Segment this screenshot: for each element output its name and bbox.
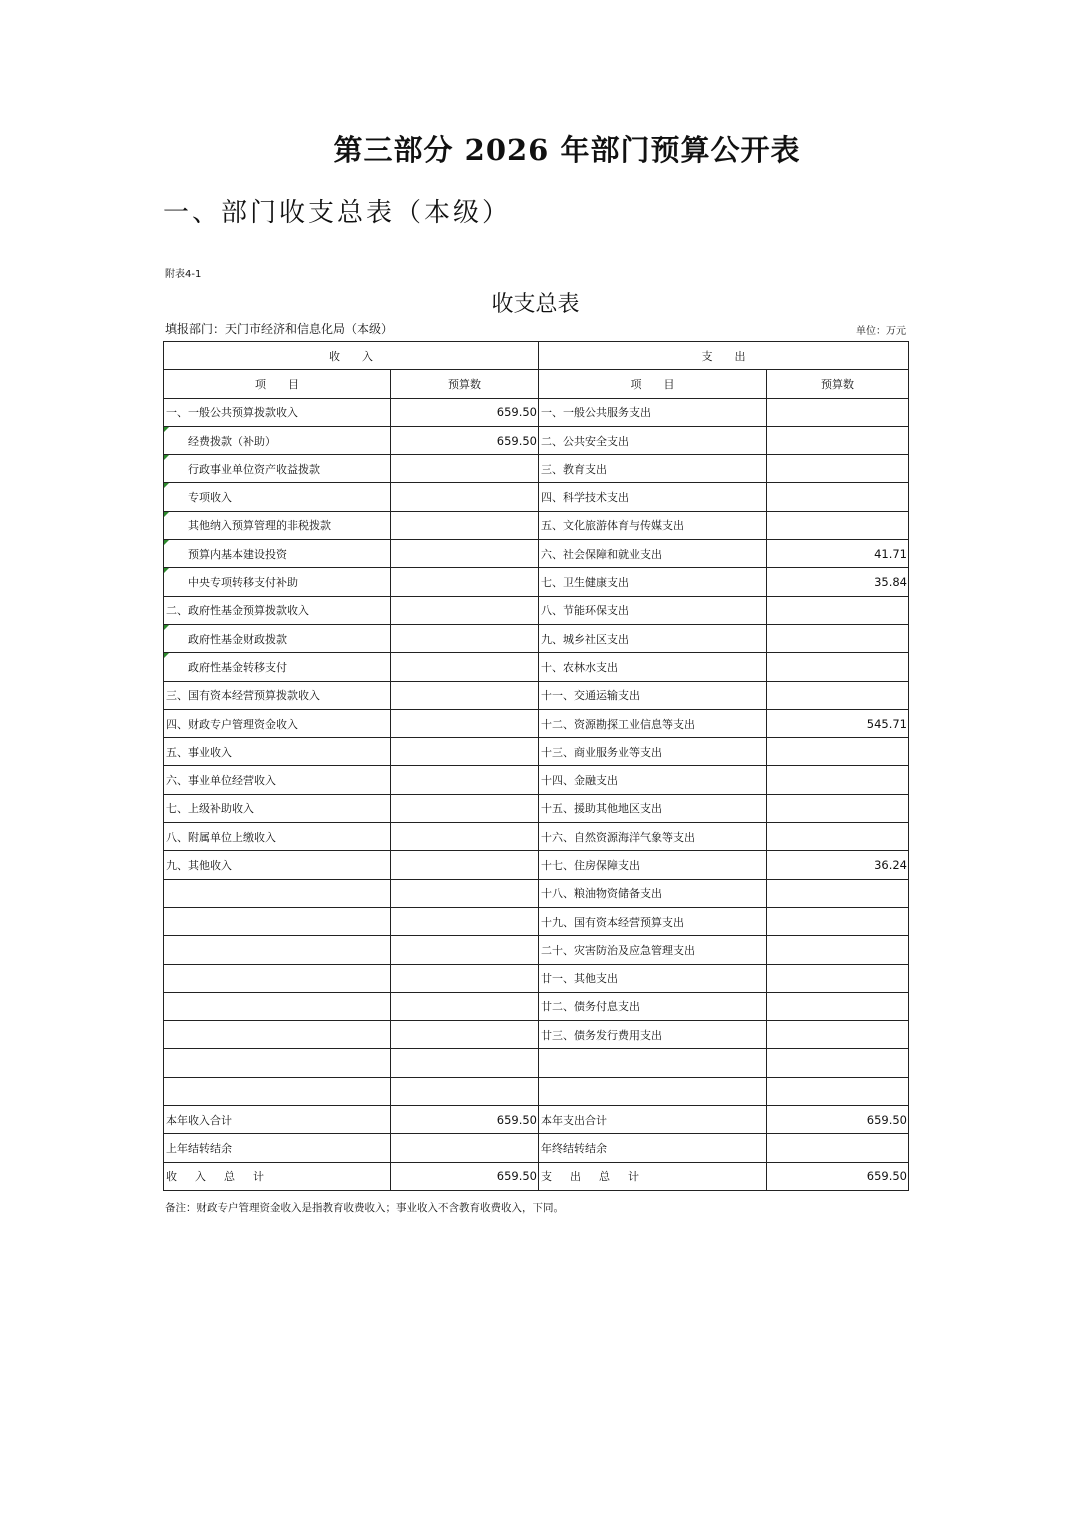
income-value: [391, 1021, 539, 1049]
income-value: [391, 936, 539, 964]
expense-item: 十八、粮油物资储备支出: [539, 879, 767, 907]
table-row: [164, 681, 909, 709]
expense-item: 十五、援助其他地区支出: [539, 794, 767, 822]
table-row: [164, 992, 909, 1020]
part-title: 第三部分 2026 年部门预算公开表: [333, 133, 801, 167]
expense-item: 九、城乡社区支出: [539, 624, 767, 652]
expense-item: 十一、交通运输支出: [539, 681, 767, 709]
expense-item: 五、文化旅游体育与传媒支出: [539, 511, 767, 539]
income-item: 五、事业收入: [164, 738, 391, 766]
income-item: 其他纳入预算管理的非税拨款: [164, 511, 391, 539]
expense-item: 二、公共安全支出: [539, 426, 767, 454]
expense-value: [767, 738, 909, 766]
income-value: [391, 794, 539, 822]
expense-value: 36.24: [767, 851, 909, 879]
income-item: [164, 907, 391, 935]
table-row: [164, 879, 909, 907]
table-row: [164, 738, 909, 766]
income-value: [391, 511, 539, 539]
table-row: [164, 936, 909, 964]
expense-value: [767, 596, 909, 624]
expense-item: 廿一、其他支出: [539, 964, 767, 992]
budget-table: [163, 341, 909, 1191]
expense-item: 十四、金融支出: [539, 766, 767, 794]
income-item: [164, 936, 391, 964]
expense-value: 545.71: [767, 709, 909, 737]
table-row: [164, 823, 909, 851]
total-row: [164, 1162, 909, 1190]
income-value: [391, 540, 539, 568]
section-title: 一、部门收支总表（本级）: [163, 198, 512, 228]
income-budget-header: 预算数: [391, 370, 539, 398]
total-income-label: 本年收入合计: [164, 1106, 391, 1134]
expense-value: [767, 907, 909, 935]
expense-item: 十三、商业服务业等支出: [539, 738, 767, 766]
income-value: [391, 709, 539, 737]
total-expense-label: 本年支出合计: [539, 1106, 767, 1134]
total-income-value: 659.50: [391, 1106, 539, 1134]
table-row: [164, 794, 909, 822]
income-value: 659.50: [391, 398, 539, 426]
table-row: [164, 964, 909, 992]
expense-item: 八、节能环保支出: [539, 596, 767, 624]
total-expense-value: [767, 1134, 909, 1162]
expense-value: [767, 1021, 909, 1049]
income-item: [164, 964, 391, 992]
expense-item: 一、一般公共服务支出: [539, 398, 767, 426]
expense-value: [767, 511, 909, 539]
expense-item: [539, 1077, 767, 1105]
income-header: 收 入: [164, 342, 539, 370]
income-item: 三、国有资本经营预算拨款收入: [164, 681, 391, 709]
income-value: [391, 455, 539, 483]
income-item: 二、政府性基金预算拨款收入: [164, 596, 391, 624]
income-value: [391, 851, 539, 879]
expense-item: 六、社会保障和就业支出: [539, 540, 767, 568]
income-item: 经费拨款（补助）: [164, 426, 391, 454]
income-value: [391, 907, 539, 935]
income-item: [164, 879, 391, 907]
income-item: 一、一般公共预算拨款收入: [164, 398, 391, 426]
expense-value: 41.71: [767, 540, 909, 568]
income-item: 行政事业单位资产收益拨款: [164, 455, 391, 483]
table-row: [164, 851, 909, 879]
income-item: [164, 992, 391, 1020]
income-value: 659.50: [391, 426, 539, 454]
total-income-label: 收入总计: [164, 1162, 391, 1190]
expense-value: [767, 1077, 909, 1105]
expense-value: [767, 681, 909, 709]
income-value: [391, 596, 539, 624]
income-value: [391, 879, 539, 907]
expense-value: [767, 483, 909, 511]
expense-item: 廿三、债务发行费用支出: [539, 1021, 767, 1049]
expense-value: [767, 653, 909, 681]
expense-value: [767, 766, 909, 794]
table-row: [164, 568, 909, 596]
expense-header: 支 出: [539, 342, 909, 370]
expense-value: [767, 936, 909, 964]
expense-value: [767, 879, 909, 907]
income-value: [391, 1049, 539, 1077]
expense-item: [539, 1049, 767, 1077]
income-item: 政府性基金财政拨款: [164, 624, 391, 652]
total-income-value: 659.50: [391, 1162, 539, 1190]
total-expense-label: 支出总计: [539, 1162, 767, 1190]
income-item: [164, 1049, 391, 1077]
income-item: 七、上级补助收入: [164, 794, 391, 822]
attachment-label: 附表4-1: [165, 269, 202, 280]
expense-value: [767, 1049, 909, 1077]
expense-item: 十六、自然资源海洋气象等支出: [539, 823, 767, 851]
expense-item-header: 项 目: [539, 370, 767, 398]
expense-value: [767, 398, 909, 426]
table-row: [164, 511, 909, 539]
expense-item: 十、农林水支出: [539, 653, 767, 681]
table-row: [164, 653, 909, 681]
table-row: [164, 426, 909, 454]
total-income-value: [391, 1134, 539, 1162]
total-row: [164, 1134, 909, 1162]
table-row: [164, 766, 909, 794]
header-row-sub: [164, 370, 909, 398]
income-item: 八、附属单位上缴收入: [164, 823, 391, 851]
income-item-header: 项 目: [164, 370, 391, 398]
income-value: [391, 964, 539, 992]
reporting-department: 填报部门：天门市经济和信息化局（本级）: [165, 322, 394, 336]
table-row: [164, 596, 909, 624]
expense-value: [767, 823, 909, 851]
income-item: [164, 1077, 391, 1105]
unit-label: 单位：万元: [856, 326, 906, 337]
income-value: [391, 823, 539, 851]
income-value: [391, 653, 539, 681]
table-title: 收支总表: [491, 292, 580, 317]
income-item: 六、事业单位经营收入: [164, 766, 391, 794]
table-row: [164, 1021, 909, 1049]
expense-item: 三、教育支出: [539, 455, 767, 483]
table-row: [164, 455, 909, 483]
total-expense-label: 年终结转结余: [539, 1134, 767, 1162]
table-row: [164, 540, 909, 568]
income-item: 九、其他收入: [164, 851, 391, 879]
table-row: [164, 398, 909, 426]
table-row: [164, 1049, 909, 1077]
total-expense-value: 659.50: [767, 1106, 909, 1134]
table-row: [164, 483, 909, 511]
footnote: 备注：财政专户管理资金收入是指教育收费收入；事业收入不含教育收费收入，下同。: [165, 1202, 564, 1214]
expense-value: [767, 624, 909, 652]
total-expense-value: 659.50: [767, 1162, 909, 1190]
income-item: 政府性基金转移支付: [164, 653, 391, 681]
expense-item: 二十、灾害防治及应急管理支出: [539, 936, 767, 964]
expense-value: [767, 992, 909, 1020]
income-value: [391, 681, 539, 709]
total-row: [164, 1106, 909, 1134]
income-value: [391, 483, 539, 511]
income-value: [391, 738, 539, 766]
expense-value: [767, 964, 909, 992]
expense-value: [767, 455, 909, 483]
table-row: [164, 709, 909, 737]
expense-item: 四、科学技术支出: [539, 483, 767, 511]
expense-item: 七、卫生健康支出: [539, 568, 767, 596]
expense-item: 十二、资源勘探工业信息等支出: [539, 709, 767, 737]
total-income-label: 上年结转结余: [164, 1134, 391, 1162]
income-item: 中央专项转移支付补助: [164, 568, 391, 596]
expense-value: [767, 426, 909, 454]
expense-value: [767, 794, 909, 822]
expense-value: 35.84: [767, 568, 909, 596]
expense-item: 十九、国有资本经营预算支出: [539, 907, 767, 935]
table-row: [164, 624, 909, 652]
table-row: [164, 907, 909, 935]
expense-item: 十七、住房保障支出: [539, 851, 767, 879]
expense-budget-header: 预算数: [767, 370, 909, 398]
income-value: [391, 992, 539, 1020]
header-row-main: [164, 342, 909, 370]
income-item: 四、财政专户管理资金收入: [164, 709, 391, 737]
income-item: 预算内基本建设投资: [164, 540, 391, 568]
income-item: 专项收入: [164, 483, 391, 511]
expense-item: 廿二、债务付息支出: [539, 992, 767, 1020]
income-value: [391, 766, 539, 794]
table-row: [164, 1077, 909, 1105]
income-item: [164, 1021, 391, 1049]
income-value: [391, 624, 539, 652]
income-value: [391, 568, 539, 596]
income-value: [391, 1077, 539, 1105]
